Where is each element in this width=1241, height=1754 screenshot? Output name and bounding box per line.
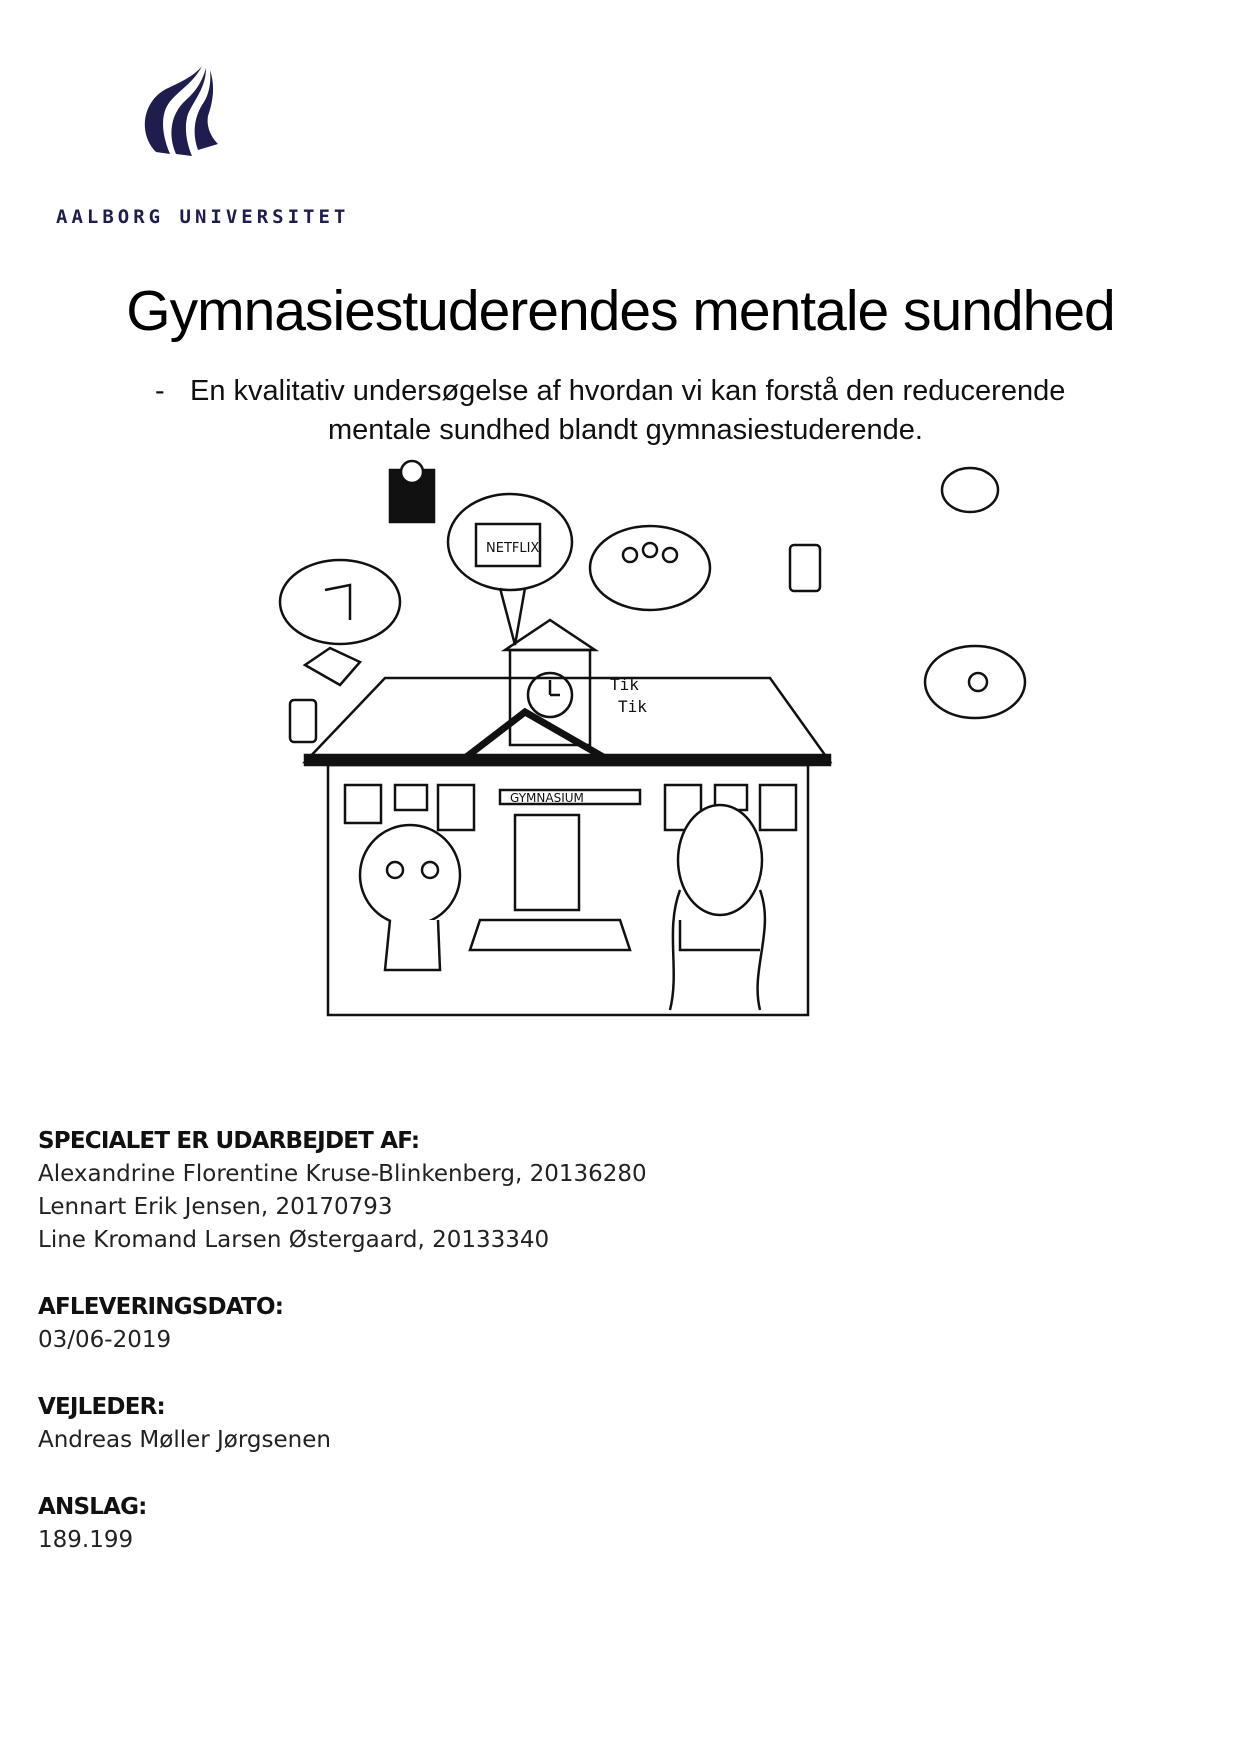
author-name: Lennart Erik Jensen, 20170793: [38, 1194, 393, 1220]
subtitle-dash: -: [155, 375, 165, 407]
university-logo: [56, 64, 350, 234]
subtitle-line-1: En kvalitativ undersøgelse af hvordan vi kan forstå den reducerende: [190, 375, 1066, 407]
tired-girl-icon: [670, 805, 765, 1010]
svg-text:GYMNASIUM: GYMNASIUM: [510, 791, 584, 805]
school-door: [515, 815, 579, 910]
authors-section: [38, 1125, 647, 1257]
author-name: Line Kromand Larsen Østergaard, 20133340: [38, 1227, 550, 1253]
document-title: Gymnasiestuderendes mentale sundhed: [126, 279, 1115, 343]
stressed-boy-icon: [360, 825, 460, 970]
music-cloud-icon: [280, 560, 400, 644]
authors-label: SPECIALET ER UDARBEJDET AF:: [38, 1128, 420, 1154]
author-name: Alexandrine Florentine Kruse-Blinkenberg, 20136280: [38, 1161, 647, 1187]
supervisor-section: [38, 1391, 647, 1457]
count-label: ANSLAG:: [38, 1494, 147, 1520]
count-section: [38, 1491, 647, 1557]
phone-icon: [290, 700, 316, 742]
subtitle-line-2: mentale sundhed blandt gymnasiestuderende.: [328, 414, 923, 446]
book-icon: [305, 648, 360, 685]
cover-illustration: [210, 450, 1050, 1090]
lightbulb-cloud-icon: [925, 646, 1025, 718]
supervisor-label: VEJLEDER:: [38, 1394, 165, 1420]
clock-tower-icon: [505, 620, 647, 745]
svg-text:Tik: Tik: [618, 697, 647, 716]
date-label: AFLEVERINGSDATO:: [38, 1294, 284, 1320]
school-roof: [305, 678, 830, 762]
aau-wave-logo-icon: [136, 64, 226, 164]
svg-text:NETFLIX: NETFLIX: [486, 541, 540, 556]
svg-text:Tik: Tik: [610, 675, 639, 694]
supervisor-value: Andreas Møller Jørgsenen: [38, 1427, 331, 1453]
people-bubble-icon: [590, 526, 710, 610]
chat-cloud-icon: [942, 468, 998, 512]
date-section: [38, 1291, 647, 1357]
document-info: [38, 1125, 647, 1591]
date-value: 03/06-2019: [38, 1327, 172, 1353]
count-value: 189.199: [38, 1527, 134, 1553]
tablet-icon: [790, 545, 820, 591]
university-name: AALBORG UNIVERSITET: [56, 206, 350, 228]
teacher-icon: [390, 461, 434, 522]
